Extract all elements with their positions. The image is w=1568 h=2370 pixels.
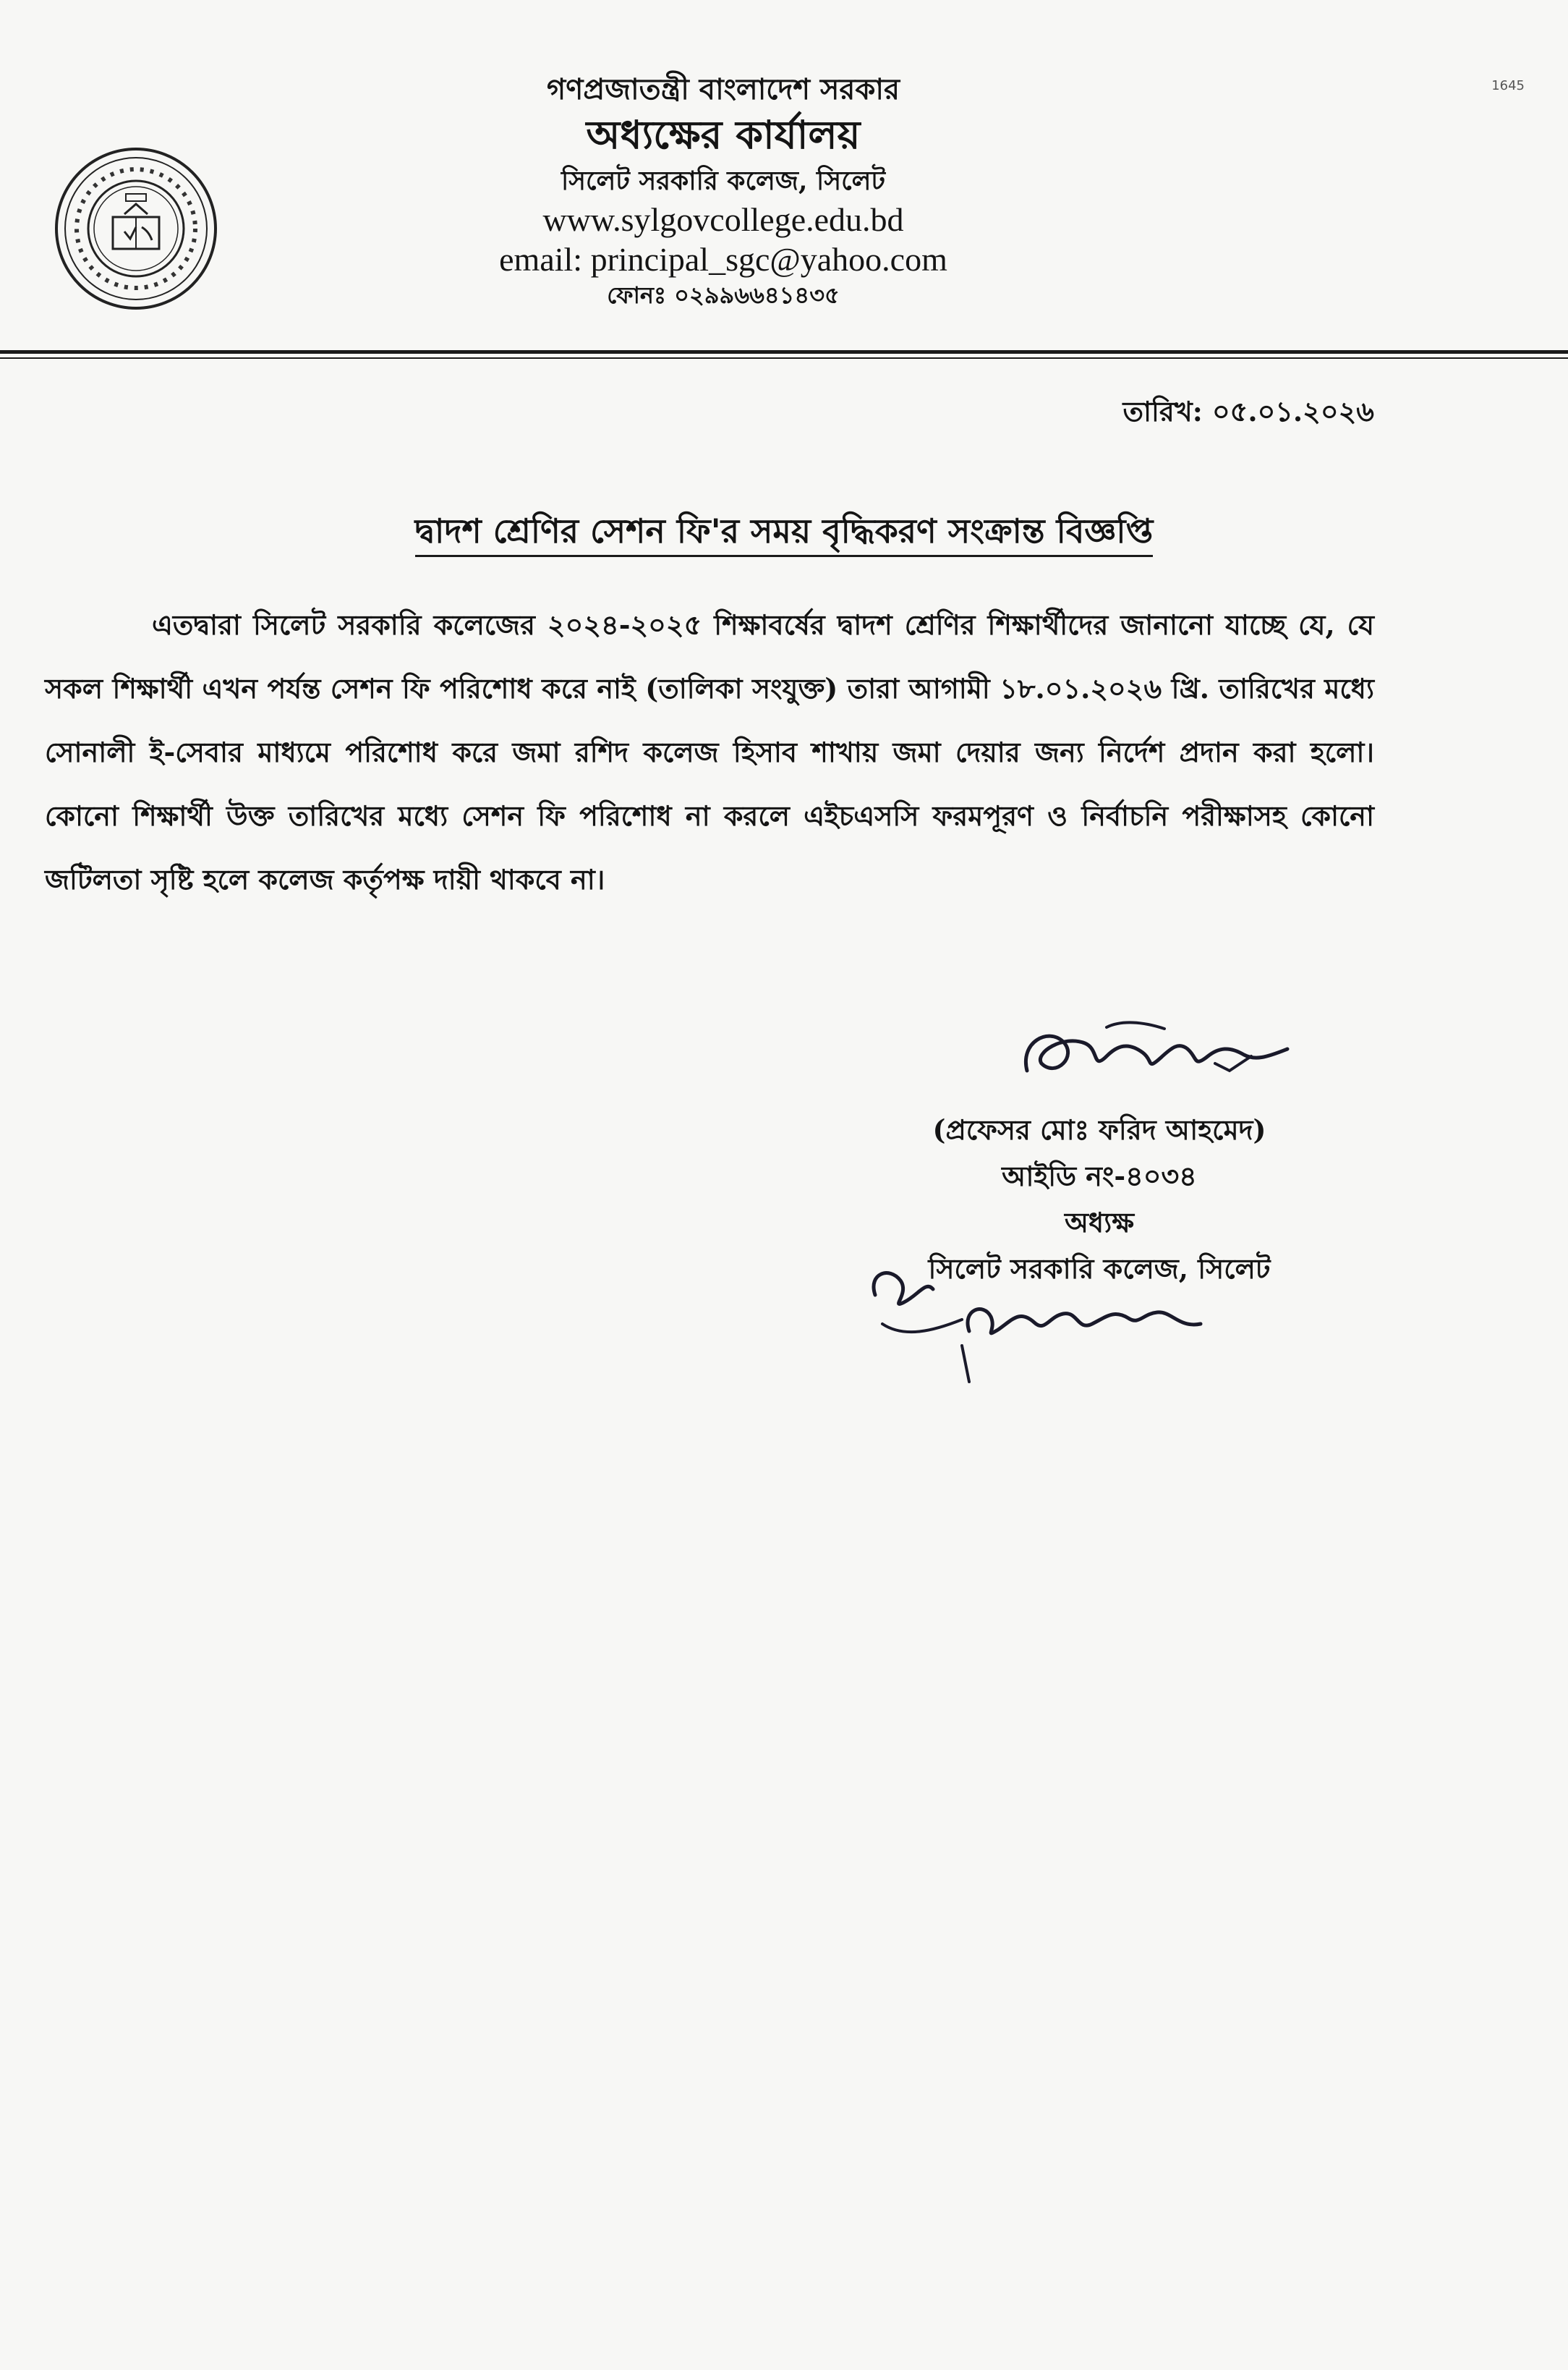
header-divider-thin [0,357,1568,359]
notice-subject: দ্বাদশ শ্রেণির সেশন ফি'র সময় বৃদ্ধিকরণ সংক্রান্ত বিজ্ঞপ্তি [415,511,1154,557]
handwritten-initials-icon [861,1244,1237,1389]
signatory-name: (প্রফেসর মোঃ ফরিদ আহমেদ) [932,1113,1266,1146]
government-name: গণপ্রজাতন্ত্রী বাংলাদেশ সরকার [547,72,900,106]
office-name: অধ্যক্ষের কার্যালয় [586,111,861,158]
reference-number: 1645 [1491,78,1525,93]
header-divider-thick [0,350,1568,354]
notice-subject-wrap [0,506,1568,561]
signature-icon [998,1013,1316,1100]
notice-date: তারিখ: ০৫.০১.২০২৬ [1122,395,1374,428]
phone: ফোনঃ ০২৯৯৬৬৪১৪৩৫ [607,281,840,309]
notice-body: এতদ্বারা সিলেট সরকারি কলেজের ২০২৪-২০২৫ শিক্ষাবর্ষের দ্বাদশ শ্রেণির শিক্ষার্থীদের জানানো যাচ্ছে যে, যে সকল শিক্ষার্থী এখন পর্যন্ত সেশন ফি পরিশোধ করে নাই (তালিকা সংযুক্ত) তারা আগামী ১৮.০১.২০২৬ খ্রি. তারিখের মধ্যে সোনালী ই-সেবার মাধ্যমে পরিশোধ করে জমা রশিদ কলেজ হিসাব শাখায় জমা দেয়ার জন্য নির্দেশ প্রদান করা হলো। কোনো শিক্ষার্থী উক্ত তারিখের মধ্যে সেশন ফি পরিশোধ না করলে এইচএসসি ফরমপূরণ ও নির্বাচনি পরীক্ষাসহ কোনো জটিলতা সৃষ্টি হলে কলেজ কর্তৃপক্ষ দায়ী থাকবে না। [45,608,1374,896]
signatory-designation: অধ্যক্ষ [1064,1206,1134,1239]
email: email: principal_sgc@yahoo.com [499,240,947,278]
signatory-institution: সিলেট সরকারি কলেজ, সিলেট [928,1252,1271,1285]
college-seal-icon [52,145,220,313]
college-name: সিলেট সরকারি কলেজ, সিলেট [561,165,886,196]
signatory-id: আইডি নং-৪০৩৪ [1002,1160,1197,1192]
letterhead [362,72,1085,310]
website: www.sylgovcollege.edu.bd [542,201,904,239]
